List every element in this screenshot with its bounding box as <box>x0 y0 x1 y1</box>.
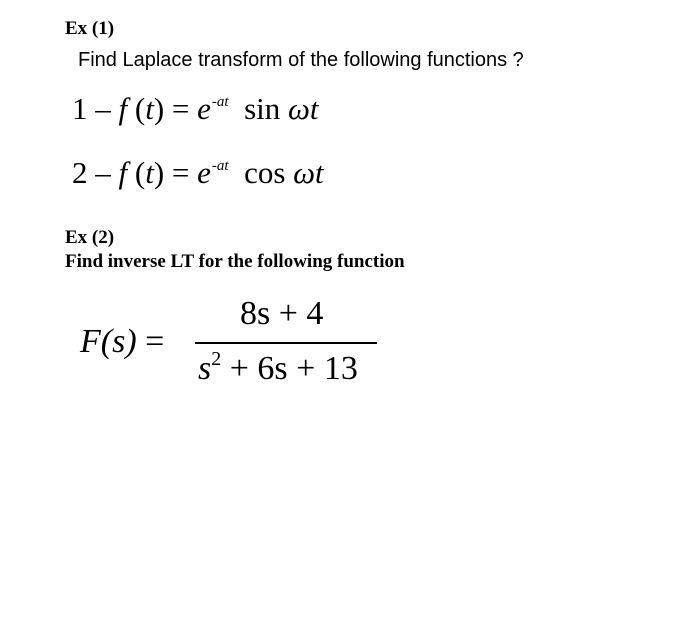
fraction-numerator: 8s + 4 <box>240 295 324 332</box>
ex1-instruction: Find Laplace transform of the following functions ? <box>78 49 524 71</box>
function-argument: ωt <box>288 91 319 126</box>
fraction-denominator: $s^2 + 6s + 13$ <box>198 348 358 387</box>
function-argument: ωt <box>293 155 324 190</box>
ex1-equation-2: 2 – f $(t) = e^{-at}$ cos ωt <box>72 155 324 190</box>
ex2-title: Ex (2) <box>65 227 115 248</box>
exponent: -at <box>211 94 229 110</box>
ex2-instruction: Find inverse LT for the following function <box>65 251 405 272</box>
item-number: 1 <box>72 91 88 126</box>
ex2-lhs: F(s) = <box>80 323 165 360</box>
ex1-title: Ex (1) <box>65 18 115 39</box>
fraction-bar <box>195 342 377 344</box>
item-number: 2 <box>72 155 88 190</box>
function-name: cos <box>244 155 286 190</box>
ex1-equation-1: 1 – f $(t) = e^{-at}$ sin ωt <box>72 91 319 126</box>
function-name: sin <box>244 91 281 126</box>
exponent: -at <box>211 158 229 174</box>
